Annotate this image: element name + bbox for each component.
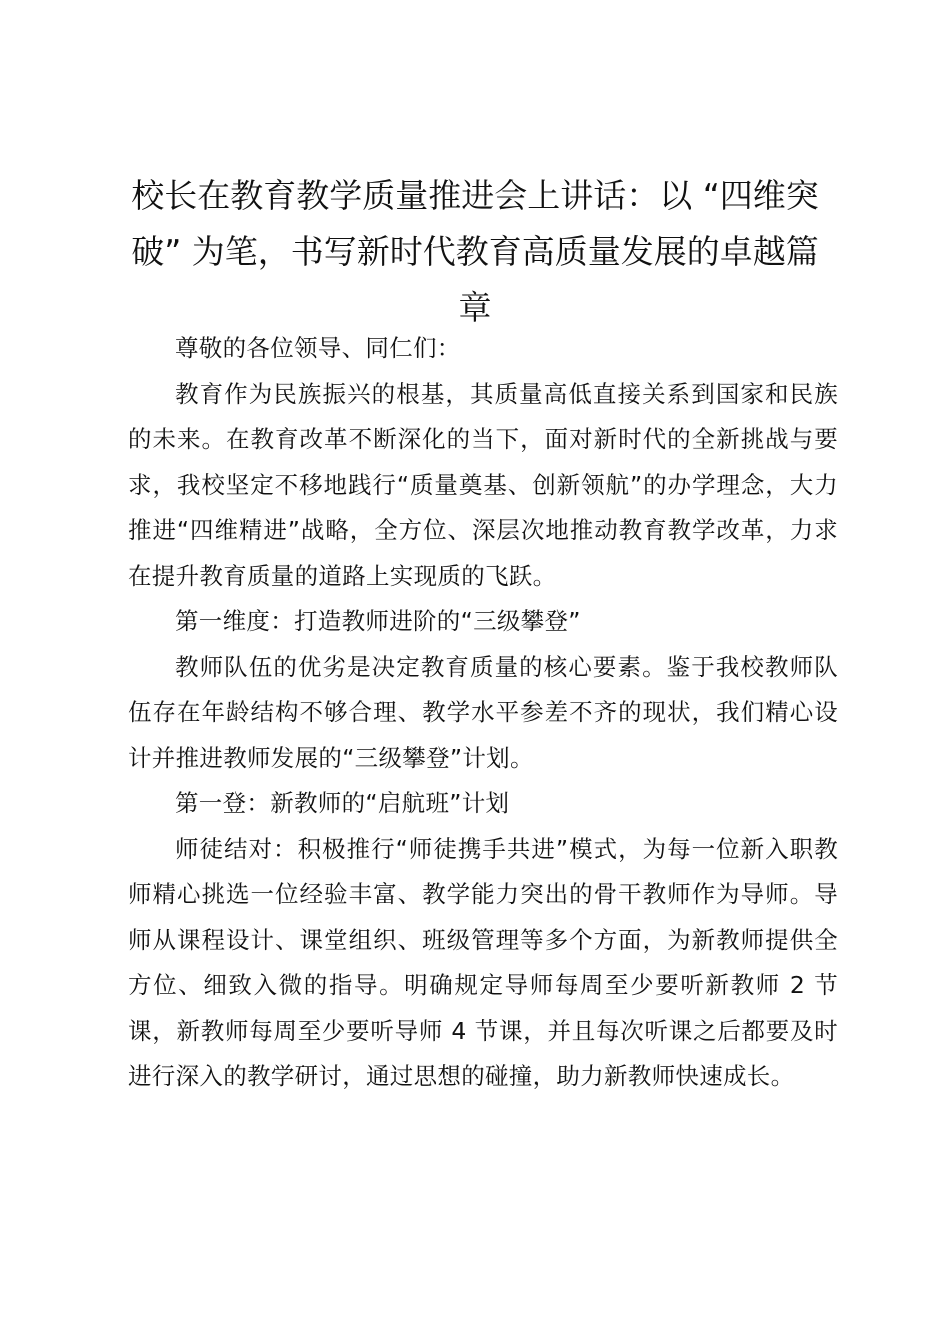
document-title: 校长在教育教学质量推进会上讲话：以 “四维突破” 为笔，书写新时代教育高质量发展的卓越篇章 <box>131 176 819 327</box>
intro-paragraph: 教育作为民族振兴的根基，其质量高低直接关系到国家和民族的未来。在教育改革不断深化的当下，面对新时代的全新挑战与要求，我校坚定不移地践行“质量奠基、创新领航”的办学理念，大力推进“四维精进”战略，全方位、深层次地推动教育教学改革，力求在提升教育质量的道路上实现质的飞跃。 <box>128 379 838 590</box>
section-heading-dimension-one: 第一维度：打造教师进阶的“三级攀登” <box>175 607 581 635</box>
teacher-team-paragraph: 教师队伍的优劣是决定教育质量的核心要素。鉴于我校教师队伍存在年龄结构不够合理、教学水平参差不齐的现状，我们精心设计并推进教师发展的“三级攀登”计划。 <box>128 652 838 772</box>
salutation-paragraph: 尊敬的各位领导、同仁们： <box>175 334 461 362</box>
mentorship-paragraph: 师徒结对：积极推行“师徒携手共进”模式，为每一位新入职教师精心挑选一位经验丰富、教学能力突出的骨干教师作为导师。导师从课程设计、课堂组织、班级管理等多个方面，为新教师提供全方位、细致入微的指导。明确规定导师每周至少要听新教师 2 节课，新教师每周至少要听导师 4 节课，并且每次听课之后都要及时进行深入的教学研讨，通过思想的碰撞，助力新教师快速成长。 <box>128 834 838 1090</box>
document-body <box>128 326 838 1100</box>
subheading-first-step: 第一登：新教师的“启航班”计划 <box>175 789 510 817</box>
